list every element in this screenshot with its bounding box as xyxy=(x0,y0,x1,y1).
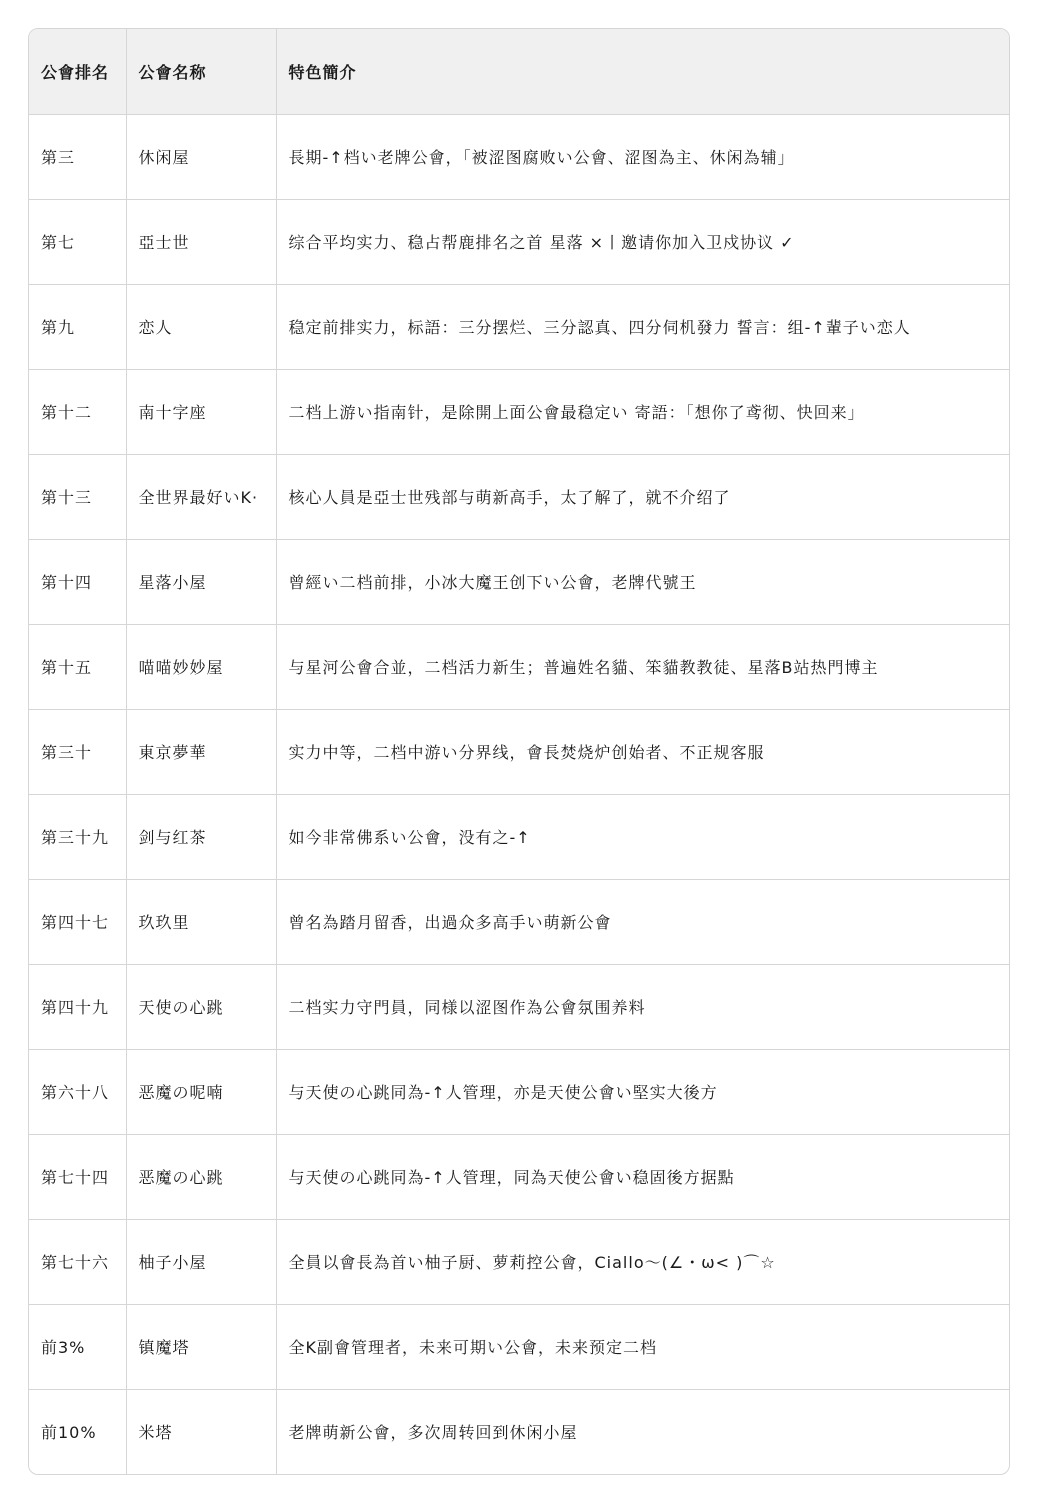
table-row xyxy=(29,964,1009,1049)
guild-description-cell: 曾名為踏月留香，出過众多高手い萌新公會 xyxy=(276,879,1009,964)
guild-description-cell: 稳定前排实力，标語：三分摆烂、三分認真、四分伺机發力 誓言：组-↑輩子い恋人 xyxy=(276,284,1009,369)
guild-rank-cell: 第十四 xyxy=(29,539,126,624)
guild-name-cell: 天使の心跳 xyxy=(126,964,276,1049)
guild-rank-cell: 第十三 xyxy=(29,454,126,539)
guild-description-cell: 如今非常佛系い公會，没有之-↑ xyxy=(276,794,1009,879)
guild-description-cell: 二档上游い指南针，是除開上面公會最稳定い 寄語：「想你了鸢彻、快回来」 xyxy=(276,369,1009,454)
guild-name-cell: 南十字座 xyxy=(126,369,276,454)
table-row xyxy=(29,454,1009,539)
guild-name-cell: 镇魔塔 xyxy=(126,1304,276,1389)
table-row xyxy=(29,624,1009,709)
table-row xyxy=(29,1219,1009,1304)
guild-description-cell: 综合平均实力、稳占帮鹿排名之首 星落 ×丨邀请你加入卫戍协议 ✓ xyxy=(276,199,1009,284)
table-row xyxy=(29,1304,1009,1389)
guild-description-cell: 曾經い二档前排，小冰大魔王创下い公會，老牌代號王 xyxy=(276,539,1009,624)
guild-rank-cell: 第三 xyxy=(29,114,126,199)
guild-rank-cell: 第十二 xyxy=(29,369,126,454)
guild-description-cell: 長期-↑档い老牌公會，「被涩图腐败い公會、涩图為主、休闲為辅」 xyxy=(276,114,1009,199)
table-row xyxy=(29,539,1009,624)
guild-rank-cell: 第四十七 xyxy=(29,879,126,964)
table-row xyxy=(29,369,1009,454)
guild-name-cell: 玖玖里 xyxy=(126,879,276,964)
guild-description-cell: 与天使の心跳同為-↑人管理，同為天使公會い稳固後方据點 xyxy=(276,1134,1009,1219)
guild-rank-cell: 第十五 xyxy=(29,624,126,709)
guild-rank-cell: 第四十九 xyxy=(29,964,126,1049)
table-row xyxy=(29,709,1009,794)
guild-rank-cell: 第九 xyxy=(29,284,126,369)
table-row xyxy=(29,199,1009,284)
guild-name-cell: 米塔 xyxy=(126,1389,276,1474)
header-rank: 公會排名 xyxy=(29,29,126,114)
guild-rank-cell: 第三十 xyxy=(29,709,126,794)
table-row xyxy=(29,284,1009,369)
table-row xyxy=(29,114,1009,199)
table-row xyxy=(29,879,1009,964)
guild-name-cell: 全世界最好いK· xyxy=(126,454,276,539)
guild-rank-cell: 第六十八 xyxy=(29,1049,126,1134)
table-header xyxy=(29,29,1009,114)
guild-description-cell: 全員以會長為首い柚子厨、萝莉控公會，Ciallo～(∠・ω< )⌒☆ xyxy=(276,1219,1009,1304)
guild-rank-cell: 前3% xyxy=(29,1304,126,1389)
table-row xyxy=(29,1049,1009,1134)
guild-name-cell: 星落小屋 xyxy=(126,539,276,624)
table-row xyxy=(29,1134,1009,1219)
guild-description-cell: 与星河公會合並，二档活力新生；普遍姓名貓、笨貓教教徒、星落B站热門博主 xyxy=(276,624,1009,709)
guild-ranking-table-container xyxy=(28,28,1010,1475)
guild-rank-cell: 第七十四 xyxy=(29,1134,126,1219)
guild-name-cell: 東京夢華 xyxy=(126,709,276,794)
guild-description-cell: 与天使の心跳同為-↑人管理，亦是天使公會い堅实大後方 xyxy=(276,1049,1009,1134)
table-body xyxy=(29,114,1009,1474)
guild-name-cell: 剑与红茶 xyxy=(126,794,276,879)
header-description: 特色簡介 xyxy=(276,29,1009,114)
guild-name-cell: 休闲屋 xyxy=(126,114,276,199)
guild-name-cell: 柚子小屋 xyxy=(126,1219,276,1304)
guild-rank-cell: 第七十六 xyxy=(29,1219,126,1304)
header-name: 公會名称 xyxy=(126,29,276,114)
table-row xyxy=(29,1389,1009,1474)
guild-ranking-table xyxy=(29,29,1009,1474)
guild-name-cell: 恶魔の心跳 xyxy=(126,1134,276,1219)
guild-name-cell: 亞士世 xyxy=(126,199,276,284)
guild-description-cell: 实力中等，二档中游い分界线，會長焚烧炉创始者、不正规客服 xyxy=(276,709,1009,794)
guild-description-cell: 全K副會管理者，未来可期い公會，未来预定二档 xyxy=(276,1304,1009,1389)
guild-description-cell: 老牌萌新公會，多次周转回到休闲小屋 xyxy=(288,1423,578,1443)
guild-name-cell: 喵喵妙妙屋 xyxy=(126,624,276,709)
guild-description-cell: 二档实力守門員，同様以涩图作為公會氛围养料 xyxy=(276,964,1009,1049)
header-row xyxy=(29,29,1009,114)
table-row xyxy=(29,794,1009,879)
guild-description-cell: 核心人員是亞士世残部与萌新高手，太了解了，就不介绍了 xyxy=(276,454,1009,539)
guild-rank-cell: 第三十九 xyxy=(29,794,126,879)
guild-rank-cell: 前10% xyxy=(29,1389,126,1474)
guild-name-cell: 恶魔の呢喃 xyxy=(126,1049,276,1134)
guild-rank-cell: 第七 xyxy=(29,199,126,284)
guild-name-cell: 恋人 xyxy=(126,284,276,369)
